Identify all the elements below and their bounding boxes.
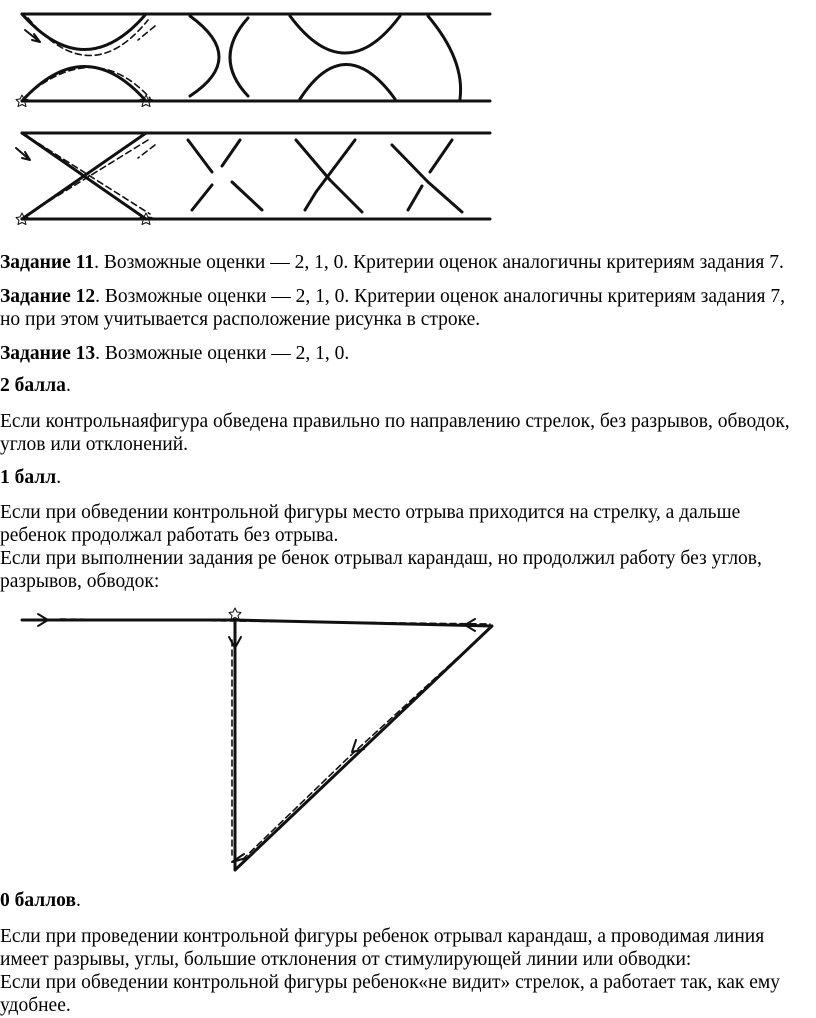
pattern-curve: [428, 16, 461, 99]
score-2-title: 2 балла: [0, 375, 66, 396]
pattern-curve: [230, 18, 248, 96]
score-1-dot: .: [56, 467, 62, 488]
score-1-line1: Если при обведении контрольной фигуры место отрыва приходится на стрелку, а дальше: [0, 502, 741, 523]
score-0-line4: удобнее.: [0, 995, 71, 1016]
triangle-outline: [22, 620, 492, 870]
pattern-line: [188, 140, 212, 172]
score-0-line1: Если при проведении контрольной фигуры ребенок отрывал карандаш, а проводимая линия: [0, 926, 765, 947]
task-11-paragraph: [0, 251, 816, 274]
pattern-line: [232, 182, 262, 210]
score-1-line2: ребенок продолжал работать без отрыва.: [0, 525, 339, 546]
score-0-line2: имеет разрывы, углы, большие отклонения от стимулирующей линии или обводки:: [0, 949, 692, 970]
task-11-title: Задание 11: [0, 252, 95, 273]
arrow-diagonal: [352, 740, 364, 752]
pattern-row-2: [16, 133, 490, 225]
pattern-line: [222, 140, 240, 166]
pattern-curve: [290, 16, 400, 53]
score-2-line2: углов или отклонений.: [0, 434, 189, 455]
arrow-in: [25, 30, 40, 42]
task-12-paragraph: [0, 285, 816, 308]
pattern-line: [392, 145, 462, 212]
triangle-trace-figure: [0, 600, 816, 880]
sample-curve-bottom: [22, 67, 146, 102]
task-12-title: Задание 12: [0, 286, 96, 307]
score-1-line3: Если при выполнении задания ре бенок отрывал карандаш, но продолжил работу без углов,: [0, 548, 762, 569]
task-12-text: . Возможные оценки — 2, 1, 0. Критерии оценок аналогичны критериям задания 7,: [95, 286, 785, 307]
pattern-curve: [300, 65, 395, 100]
score-1-title: 1 балл: [0, 467, 57, 488]
task-13-title: Задание 13: [0, 343, 96, 364]
score-2-dot: .: [65, 375, 71, 396]
score-0-dot: .: [75, 890, 81, 911]
score-0-line3: Если при обведении контрольной фигуры ребенок«не видит» стрелок, а работает так, как ему: [0, 972, 781, 993]
score-0-heading: [0, 889, 816, 912]
pattern-line: [408, 140, 452, 210]
pattern-curve: [190, 16, 219, 96]
pattern-strips-figure: [0, 0, 816, 235]
triangle-trace-dashed: [60, 619, 490, 862]
score-0-title: 0 баллов: [0, 890, 76, 911]
score-2-heading: [0, 374, 816, 397]
pattern-line: [192, 185, 212, 210]
arrow-out-dashed: [138, 145, 155, 158]
score-2-line1: Если контрольнаяфигура обведена правильно по направлению стрелок, без разрывов, обводок,: [0, 411, 790, 432]
score-1-heading: [0, 466, 816, 489]
task-13-text: . Возможные оценки — 2, 1, 0.: [95, 343, 350, 364]
arrow-in: [16, 148, 30, 160]
task-13-paragraph: [0, 342, 816, 365]
task-12-line2: но при этом учитывается расположение рисунка в строке.: [0, 309, 481, 330]
pattern-row-1: [16, 14, 490, 107]
task-11-text: . Возможные оценки — 2, 1, 0. Критерии оценок аналогичны критериям задания 7.: [94, 252, 784, 273]
sample-curve-top: [22, 14, 146, 50]
star-marker: [229, 608, 241, 620]
score-1-line4: разрывов, обводок:: [0, 571, 160, 592]
